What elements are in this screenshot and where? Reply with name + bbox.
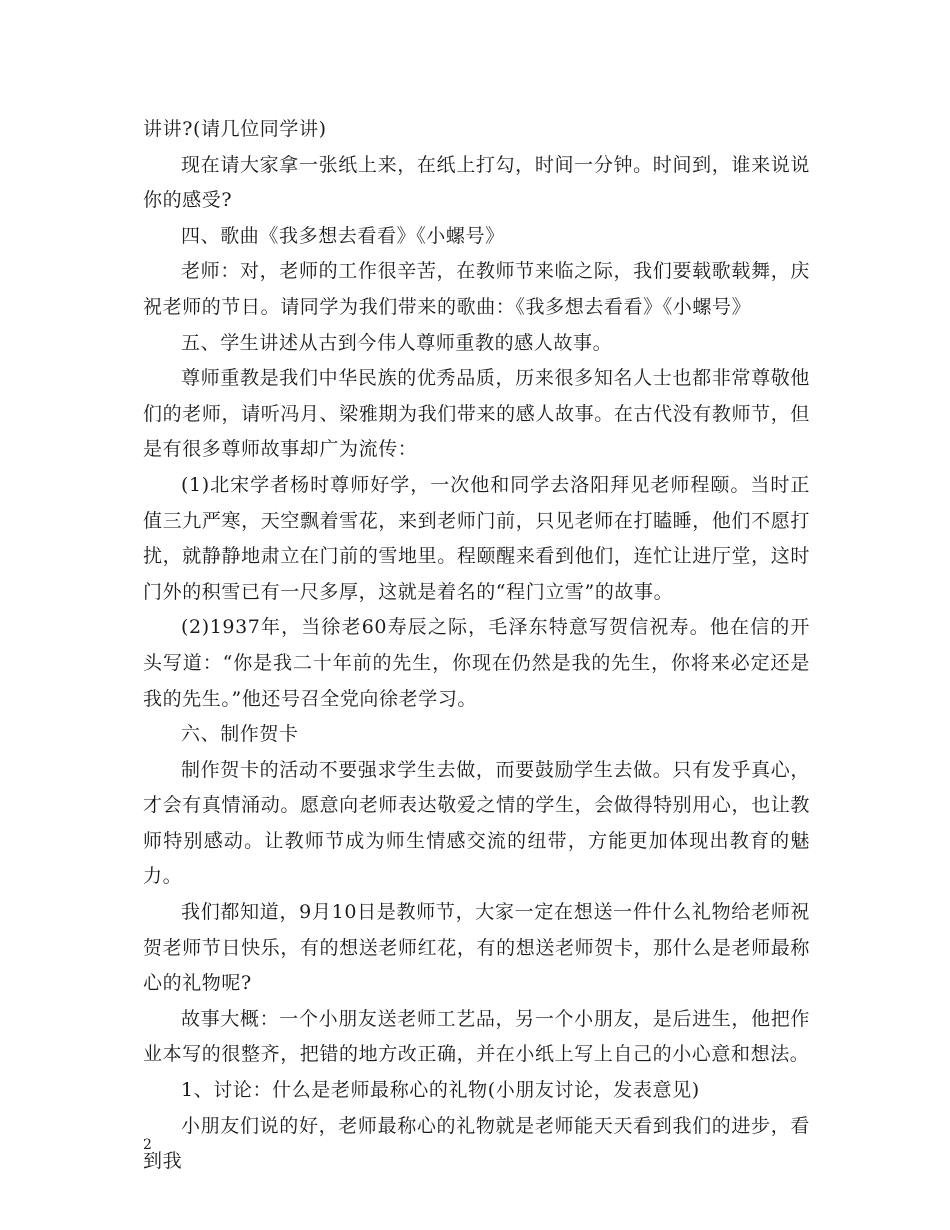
section-heading-4: 四、歌曲《我多想去看看》《小螺号》 [181, 224, 505, 247]
paragraph-2: 现在请大家拿一张纸上来，在纸上打勾，时间一分钟。时间到，谁来说说你的感受? [143, 153, 810, 212]
paragraph-14: 小朋友们说的好，老师最称心的礼物就是老师能天天看到我们的进步，看到我 [143, 1114, 810, 1173]
section-heading-5: 五、学生讲述从古到今伟人尊师重教的感人故事。 [181, 331, 613, 354]
paragraph-1: 讲讲?(请几位同学讲) [143, 118, 327, 140]
page-number: 2 [143, 1137, 152, 1153]
story-item-2: (2)1937年，当徐老60寿辰之际，毛泽东特意写贺信祝寿。他在信的开头写道：“你是我二十年前的先生，你现在仍然是我的先生，你将来必定还是我的先生。”他还号召全党向徐老学习。 [143, 616, 810, 710]
paragraph-11: 我们都知道，9月10日是教师节，大家一定在想送一件什么礼物给老师祝贺老师节日快乐，有的想送老师红花，有的想送老师贺卡，那什么是老师最称心的礼物呢? [143, 901, 810, 995]
paragraph-10: 制作贺卡的活动不要强求学生去做，而要鼓励学生去做。只有发乎真心，才会有真情涌动。愿意向老师表达敬爱之情的学生，会做得特别用心，也让教师特别感动。让教师节成为师生情感交流的纽带，方能更加体现出教育的魅力。 [143, 758, 810, 888]
paragraph-12: 故事大概：一个小朋友送老师工艺品，另一个小朋友，是后进生，他把作业本写的很整齐，把错的地方改正确，并在小纸上写上自己的小心意和想法。 [143, 1007, 810, 1066]
discussion-item-1: 1、讨论：什么是老师最称心的礼物(小朋友讨论，发表意见) [181, 1079, 700, 1102]
story-item-1: (1)北宋学者杨时尊师好学，一次他和同学去洛阳拜见老师程颐。当时正值三九严寒，天空飘着雪花，来到老师门前，只见老师在打瞌睡，他们不愿打扰，就静静地肃立在门前的雪地里。程颐醒来看到他们，连忙让进厅堂，这时门外的积雪已有一尺多厚，这就是着名的“程门立雪”的故事。 [143, 473, 810, 603]
paragraph-6: 尊师重教是我们中华民族的优秀品质，历来很多知名人士也都非常尊敬他们的老师，请听冯月、梁雅期为我们带来的感人故事。在古代没有教师节，但是有很多尊师故事却广为流传： [143, 367, 810, 461]
document-body [143, 112, 810, 1180]
paragraph-4: 老师：对，老师的工作很辛苦，在教师节来临之际，我们要载歌载舞，庆祝老师的节日。请同学为我们带来的歌曲：《我多想去看看》《小螺号》 [143, 260, 810, 318]
section-heading-6: 六、制作贺卡 [181, 723, 299, 746]
